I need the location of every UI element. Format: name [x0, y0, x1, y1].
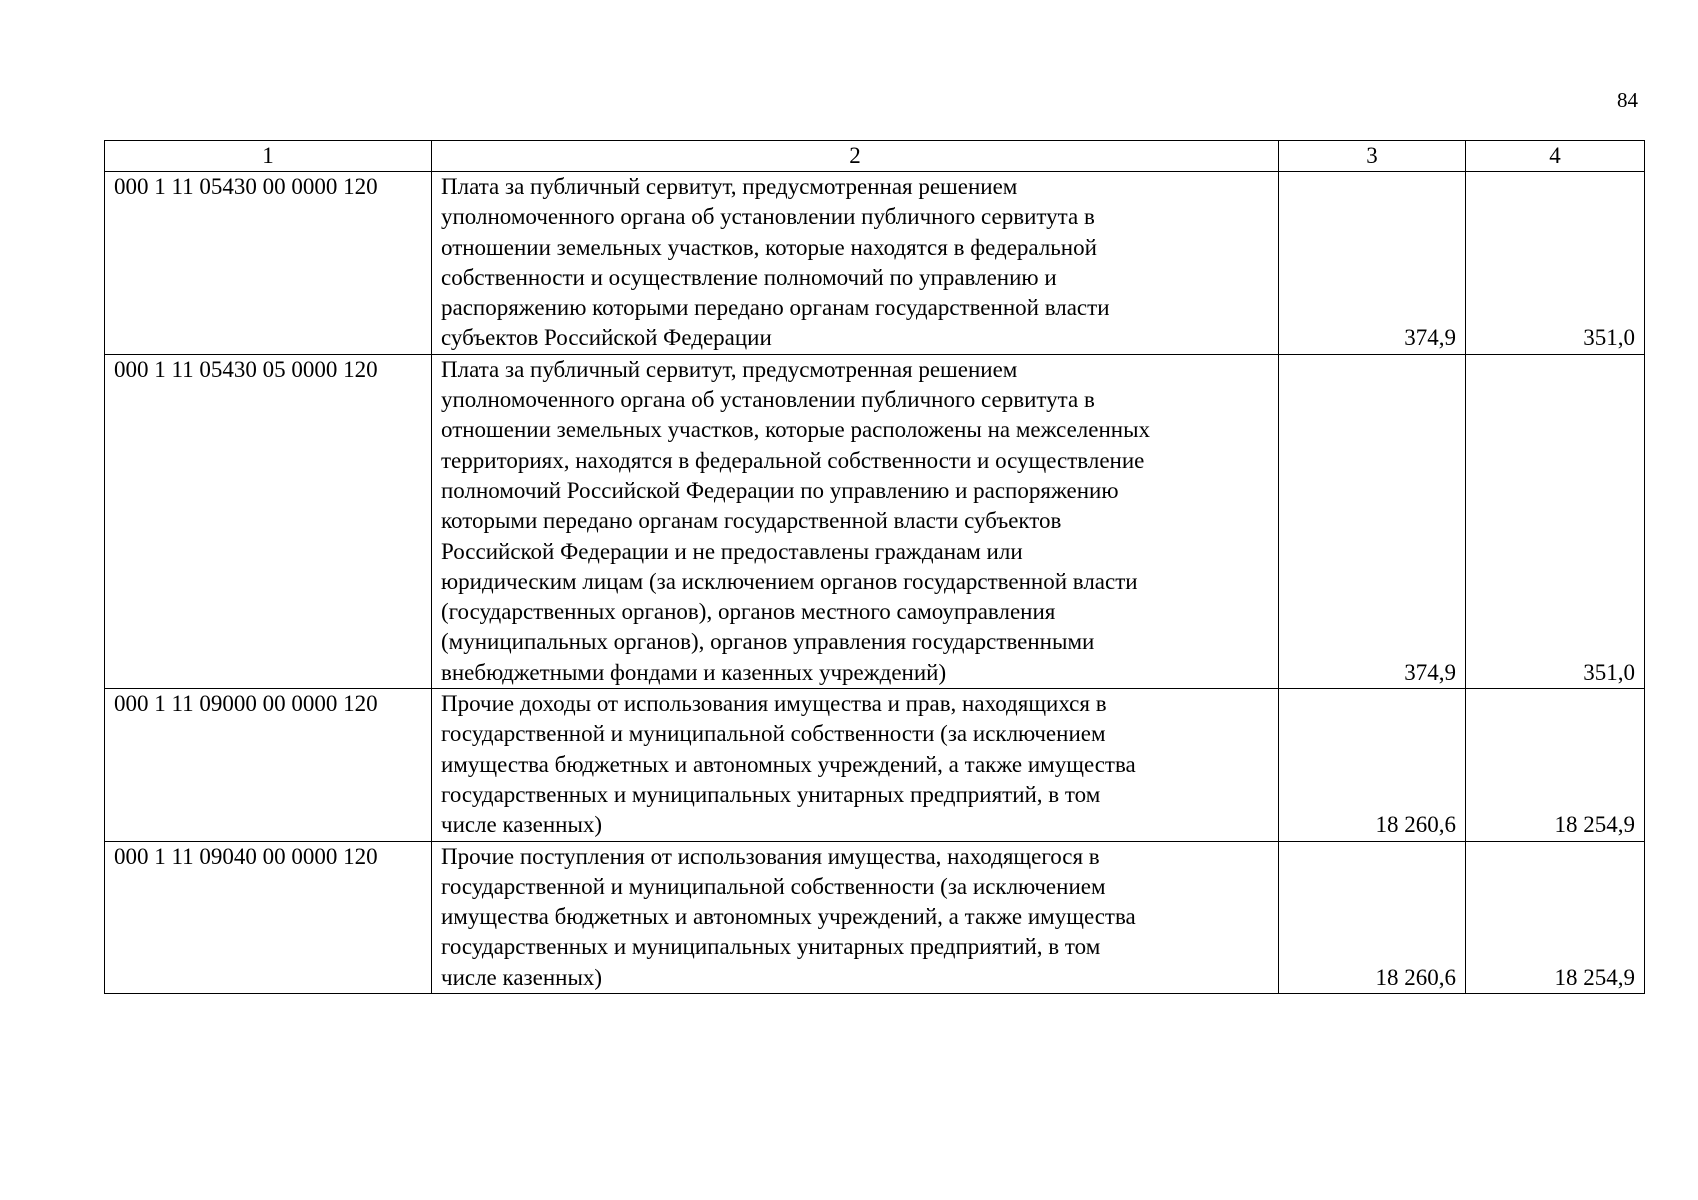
table-row: [105, 689, 1645, 841]
page-number: 84: [1617, 88, 1638, 112]
budget-code: 000 1 11 05430 05 0000 120: [105, 354, 432, 688]
budget-code: 000 1 11 09000 00 0000 120: [105, 689, 432, 841]
description: [432, 689, 1279, 841]
amount-col-3: 374,9: [1279, 354, 1466, 688]
description: [432, 172, 1279, 355]
amount-col-3: 374,9: [1279, 172, 1466, 355]
table-row: [105, 841, 1645, 993]
amount-col-3: 18 260,6: [1279, 841, 1466, 993]
amount-col-3: 18 260,6: [1279, 689, 1466, 841]
description-line: государственных и муниципальных унитарных предприятий, в том: [441, 781, 1101, 807]
description-line: уполномоченного органа об установлении публичного сервитута в: [441, 387, 1095, 413]
amount-col-4: 18 254,9: [1466, 689, 1645, 841]
budget-table: [104, 140, 1645, 994]
description-line: числе казенных): [441, 812, 603, 838]
table-row: [105, 354, 1645, 688]
description-line: Плата за публичный сервитут, предусмотренная решением: [441, 174, 1018, 199]
description-line: уполномоченного органа об установлении публичного сервитута в: [441, 204, 1095, 230]
budget-code: 000 1 11 05430 00 0000 120: [105, 172, 432, 355]
column-header-3: 3: [1279, 141, 1466, 172]
description-line: внебюджетными фондами и казенных учреждений): [441, 659, 947, 685]
description-line: имущества бюджетных и автономных учреждений, а также имущества: [441, 751, 1136, 777]
description-line: государственных и муниципальных унитарных предприятий, в том: [441, 934, 1101, 960]
description-line: субъектов Российской Федерации: [441, 325, 772, 351]
description-line: собственности и осуществление полномочий по управлению и: [441, 264, 1057, 290]
amount-col-4: 351,0: [1466, 172, 1645, 355]
amount-col-4: 18 254,9: [1466, 841, 1645, 993]
description-line: государственной и муниципальной собственности (за исключением: [441, 721, 1106, 747]
description-line: числе казенных): [441, 964, 603, 990]
description-line: (муниципальных органов), органов управления государственными: [441, 629, 1095, 655]
table-row: [105, 172, 1645, 355]
description-line: отношении земельных участков, которые расположены на межселенных: [441, 417, 1151, 443]
budget-code: 000 1 11 09040 00 0000 120: [105, 841, 432, 993]
description-line: государственной и муниципальной собственности (за исключением: [441, 873, 1106, 899]
description-line: отношении земельных участков, которые находятся в федеральной: [441, 234, 1097, 260]
description-line: (государственных органов), органов местного самоуправления: [441, 599, 1056, 625]
description-line: полномочий Российской Федерации по управлению и распоряжению: [441, 477, 1119, 503]
column-header-1: 1: [105, 141, 432, 172]
description-line: Плата за публичный сервитут, предусмотренная решением: [441, 356, 1018, 382]
description-line: Российской Федерации и не предоставлены гражданам или: [441, 538, 1023, 564]
column-header-2: 2: [432, 141, 1279, 172]
amount-col-4: 351,0: [1466, 354, 1645, 688]
description-line: имущества бюджетных и автономных учреждений, а также имущества: [441, 904, 1136, 930]
description: [432, 354, 1279, 688]
description-line: которыми передано органам государственной власти субъектов: [441, 508, 1062, 534]
description-line: территориях, находятся в федеральной собственности и осуществление: [441, 447, 1145, 473]
description-line: юридическим лицам (за исключением органов государственной власти: [441, 568, 1138, 594]
header-row: [105, 141, 1645, 172]
column-header-4: 4: [1466, 141, 1645, 172]
description-line: Прочие доходы от использования имущества и прав, находящихся в: [441, 691, 1107, 717]
description: [432, 841, 1279, 993]
description-line: Прочие поступления от использования имущества, находящегося в: [441, 843, 1100, 869]
description-line: распоряжению которыми передано органам государственной власти: [441, 295, 1110, 321]
